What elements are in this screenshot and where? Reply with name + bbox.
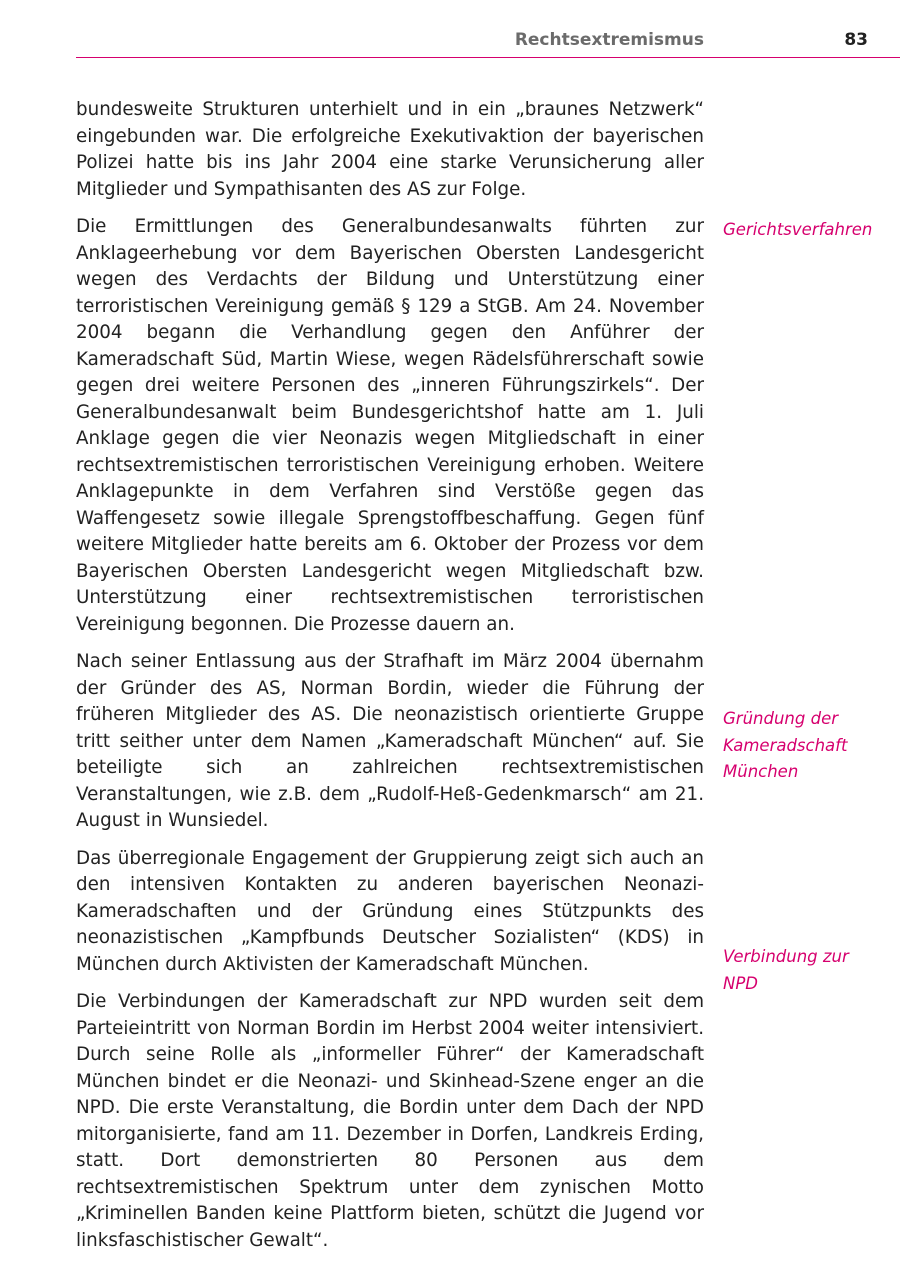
paragraph: Die Verbindungen der Kameradschaft zur NPD wurden seit dem Parteieintritt von Norman Bordin im Herbst 2004 weiter intensiviert. Durch seine Rolle als „informeller Führer“ der Kameradschaft München bindet er die Neonazi- und Skinhead-Szene enger an die NPD. Die erste Veranstaltung, die Bordin unter dem Dach der NPD mitorganisierte, fand am 11. Dezember in Dorfen, Landkreis Erding, statt. Dort demonstrierten 80 Personen aus dem rechtsextremistischen Spektrum unter dem zynischen Motto „Kriminellen Banden keine Plattform bieten, schützt die Jugend vor linksfaschistischer Gewalt“. [76, 991, 704, 1251]
main-text [76, 97, 704, 1265]
paragraph: Nach seiner Entlassung aus der Strafhaft im März 2004 übernahm der Gründer des AS, Norman Bordin, wieder die Führung der früheren Mitglieder des AS. Die neonazistisch orientierte Gruppe tritt seither unter dem Namen „Kameradschaft München“ auf. Sie beteiligte sich an zahlreichen rechtsextremistischen Veranstaltungen, wie z.B. dem „Rudolf-Heß-Gedenkmarsch“ am 21. August in Wunsiedel. [76, 651, 704, 831]
page-number: 83 [844, 30, 868, 50]
paragraph: Die Ermittlungen des Generalbundesanwalts führten zur Anklageerhebung vor dem Bayerischen Obersten Landesgericht wegen des Verdachts der Bildung und Unterstützung einer terroristischen Vereinigung gemäß § 129 a StGB. Am 24. November 2004 begann die Verhandlung gegen den Anführer der Kameradschaft Süd, Martin Wiese, wegen Rädelsführerschaft sowie gegen drei weitere Personen des „inneren Führungszirkels“. Der Generalbundesanwalt beim Bundesgerichtshof hatte am 1. Juli Anklage gegen die vier Neonazis wegen Mitgliedschaft in einer rechtsextremistischen terroristischen Vereinigung erhoben. Weitere Anklagepunkte in dem Verfahren sind Verstöße gegen das Waffengesetz sowie illegale Sprengstoffbeschaffung. Gegen fünf weitere Mitglieder hatte bereits am 6. Oktober der Prozess vor dem Bayerischen Obersten Landesgericht wegen Mitgliedschaft bzw. Unterstützung einer rechtsextremistischen terroristischen Vereinigung begonnen. Die Prozesse dauern an. [76, 216, 704, 635]
margin-note-gerichtsverfahren: Gerichtsverfahren [723, 220, 873, 239]
section-title: Rechtsextremismus [514, 30, 704, 50]
paragraph: Das überregionale Engagement der Gruppierung zeigt sich auch an den intensiven Kontakten zu anderen bayerischen Neonazi-Kameradschaften und der Gründung eines Stützpunkts des neonazistischen „Kampfbunds Deutscher Sozialisten“ (KDS) in München durch Aktivisten der Kameradschaft München. [76, 847, 704, 975]
margin-note-verbindung-npd: Verbindung zur NPD [723, 947, 849, 993]
running-header [76, 28, 900, 58]
margin-note-gruendung: Gründung der Kameradschaft München [723, 709, 848, 781]
paragraph: bundesweite Strukturen unterhielt und in ein „braunes Netzwerk“ eingebunden war. Die erfolgreiche Exekutivaktion der bayerischen Polizei hatte bis ins Jahr 2004 eine starke Verunsicherung aller Mitglieder und Sympathisanten des AS zur Folge. [76, 99, 704, 200]
